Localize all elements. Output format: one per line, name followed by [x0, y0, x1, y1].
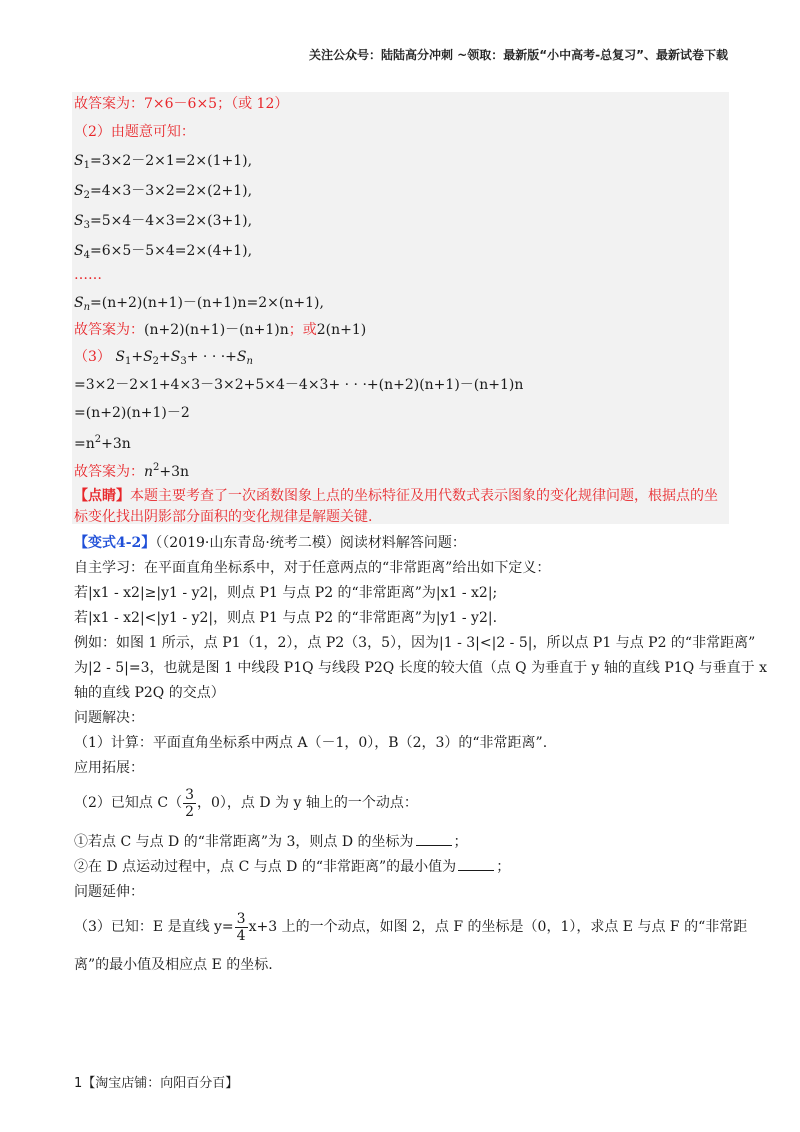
s3-line: $S_3=5\times 4-4\times 3=2\times(3+1)$,	[74, 213, 253, 231]
part-2-title: （2）由题意可知：	[74, 124, 195, 140]
problem-line-5: 为|2 - 5|=3，也就是图 1 中线段 P1Q 与线段 P2Q 长度的较大值（点 Q 为垂直于 y 轴的直线 P1Q 与垂直于 x	[74, 660, 767, 676]
s2-line: $S_2=4\times 3-3\times 2=2\times(2+1)$,	[74, 183, 253, 201]
s4-line: $S_4=6\times 5-5\times 4=2\times(4+1)$,	[74, 243, 253, 261]
problem-line-1: 自主学习：在平面直角坐标系中，对于任意两点的“非常距离”给出如下定义：	[74, 560, 551, 576]
review-line-2: 标变化找出阴影部分面积的变化规律是解题关键.	[74, 509, 373, 525]
problem-line-2: 若|x1 - x2|≥|y1 - y2|，则点 P1 与点 P2 的“非常距离”为|x1 - x2|;	[74, 585, 498, 601]
problem-line-12: ②在 D 点运动过程中，点 C 与点 D 的“非常距离”的最小值为 ；	[74, 859, 511, 875]
part-3-line-1: =3×2－2×1+4×3－3×2+5×4－4×3+ · · ·+(n+2)(n+1)－(n+1)n	[74, 377, 524, 393]
sn-line: $S_n=(n+2)(n+1)-(n+1)n=2\times(n+1)$,	[74, 295, 324, 313]
problem-line-9: 应用拓展：	[74, 760, 144, 776]
problem-header: 【变式4-2】（（2019·山东青岛·统考二模）阅读材料解答问题：	[74, 535, 466, 551]
part-3-title: （3） $S_1+S_2+S_3+$ · · $\cdot+S_n$	[74, 349, 253, 367]
answer-blank-1	[416, 833, 452, 846]
review-line-1: 【点睛】本题主要考查了一次函数图象上点的坐标特征及用代数式表示图象的变化规律问题，根据点的坐	[74, 488, 718, 504]
problem-line-15: 离”的最小值及相应点 E 的坐标.	[74, 957, 273, 973]
problem-line-3: 若|x1 - x2|<|y1 - y2|，则点 P1 与点 P2 的“非常距离”为|y1 - y2|.	[74, 610, 498, 626]
part-3-line-2: =(n+2)(n+1)－2	[74, 405, 190, 421]
problem-line-10: （2）已知点 C（ $\frac{3}{2}$ ，0），点 D 为 y 轴上的一个动点：	[74, 786, 418, 820]
answer-line-3: 故答案为：$n^2+3n$	[74, 462, 190, 480]
page-header: 关注公众号：陆陆高分冲刺 ~领取：最新版“小中高考-总复习”、最新试卷下载	[309, 48, 728, 62]
fraction-3-2: $\frac{3}{2}$	[185, 786, 194, 820]
s1-line: $S_1=3\times 2-2\times 1=2\times(1+1)$,	[74, 153, 253, 171]
fraction-3-4: $\frac{3}{4}$	[236, 910, 246, 944]
ellipsis: ……	[74, 267, 102, 283]
answer-line-2: 故答案为：(n+2)(n+1)－(n+1)n；或2(n+1)	[74, 322, 367, 338]
problem-line-11: ①若点 C 与点 D 的“非常距离”为 3，则点 D 的坐标为 ；	[74, 834, 468, 850]
problem-line-4: 例如：如图 1 所示，点 P1（1，2），点 P2（3，5），因为|1 - 3|<|2 - 5|，所以点 P1 与点 P2 的“非常距离”	[74, 635, 756, 651]
problem-line-8: （1）计算：平面直角坐标系中两点 A（－1，0），B（2，3）的“非常距离”.	[74, 735, 548, 751]
problem-line-14: （3）已知：E 是直线 y= $\frac{3}{4}$ x+3 上的一个动点，如图 2，点 F 的坐标是（0，1），求点 E 与点 F 的“非常距	[74, 910, 748, 944]
problem-line-6: 轴的直线 P2Q 的交点）	[74, 685, 225, 701]
part-3-line-3: $=n^2+3n$	[74, 434, 131, 452]
problem-line-13: 问题延伸：	[74, 884, 144, 900]
page-footer: 1【淘宝店铺：向阳百分百】	[74, 1076, 239, 1091]
problem-line-7: 问题解决：	[74, 710, 144, 726]
answer-line-1: 故答案为：7×6－6×5；（或 12）	[74, 96, 289, 112]
answer-blank-2	[458, 858, 494, 871]
